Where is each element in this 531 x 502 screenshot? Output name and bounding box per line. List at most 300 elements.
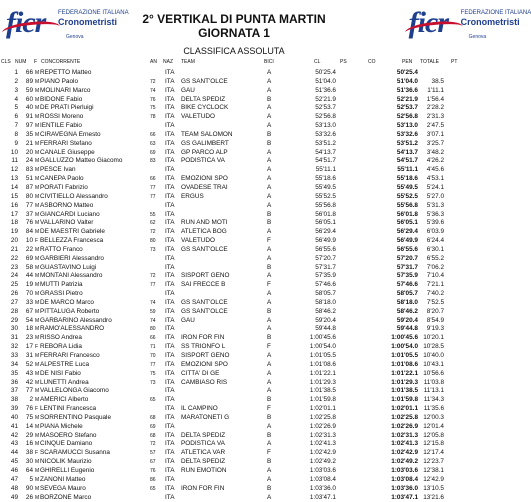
birth-year: 83 xyxy=(150,157,156,166)
final-time: 1:01'08.6 xyxy=(386,361,418,370)
results-table xyxy=(0,69,468,502)
sex: M xyxy=(35,96,39,105)
gap: 4'53.1 xyxy=(418,175,444,184)
time: 1:02'42.9 xyxy=(296,449,336,458)
sex: M xyxy=(35,299,39,308)
category: A xyxy=(267,113,271,122)
team-name: RUN EMOTION xyxy=(181,467,226,476)
rank: 39 xyxy=(6,405,18,414)
athlete-name: LENTINI Francesca xyxy=(40,405,96,414)
sex: M xyxy=(35,184,39,193)
table-row xyxy=(0,423,468,432)
time: 1:00'54.0 xyxy=(296,343,336,352)
final-time: 1:02'42.9 xyxy=(386,449,418,458)
rank: 5 xyxy=(6,104,18,113)
bib-number: 10 xyxy=(19,237,33,246)
team-name: BIKE CYCLOCK xyxy=(181,104,228,113)
sex: M xyxy=(35,352,39,361)
rank: 45 xyxy=(6,458,18,467)
gap: 7'10.4 xyxy=(418,272,444,281)
table-row xyxy=(0,405,468,414)
gap: 7'06.2 xyxy=(418,264,444,273)
time: 55'11.1 xyxy=(296,166,336,175)
gap: 11'35.6 xyxy=(418,405,444,414)
category: A xyxy=(267,202,271,211)
nation: ITA xyxy=(165,87,174,96)
team-name: CITTA' DI GE xyxy=(181,370,219,379)
table-row xyxy=(0,131,468,140)
time: 56'55.6 xyxy=(296,246,336,255)
athlete-name: BELLEZZA Francesca xyxy=(40,237,103,246)
nation: ITA xyxy=(165,69,174,78)
athlete-name: MUTTI Patrizia xyxy=(40,281,83,290)
sex: M xyxy=(35,308,39,317)
birth-year: 73 xyxy=(150,246,156,255)
team-name: CAMBIASO RIS xyxy=(181,379,227,388)
category: A xyxy=(267,122,271,131)
rank: 17 xyxy=(6,211,18,220)
bib-number: 5 xyxy=(19,476,33,485)
category: A xyxy=(267,325,271,334)
category: A xyxy=(267,104,271,113)
athlete-name: DE PRATI Pierluigi xyxy=(40,104,94,113)
nation: ITA xyxy=(165,432,174,441)
bib-number: 22 xyxy=(19,246,33,255)
gap: 6'30.1 xyxy=(418,246,444,255)
final-time: 1:00'45.6 xyxy=(386,334,418,343)
table-row xyxy=(0,219,468,228)
birth-year: 74 xyxy=(150,87,156,96)
birth-year: 74 xyxy=(150,317,156,326)
category: B xyxy=(267,432,271,441)
category: A xyxy=(267,246,271,255)
sex: M xyxy=(35,122,39,131)
rank: 48 xyxy=(6,485,18,494)
birth-year: 70 xyxy=(150,352,156,361)
athlete-name: GARBARINO Alessandro xyxy=(40,317,112,326)
athlete-name: NICOLIK Maurizio xyxy=(40,458,92,467)
birth-year: 55 xyxy=(150,211,156,220)
category: A xyxy=(267,370,271,379)
time: 53'13.0 xyxy=(296,122,336,131)
gap: 5'39.6 xyxy=(418,219,444,228)
category: A xyxy=(267,69,271,78)
gap: 2'28.2 xyxy=(418,104,444,113)
nation: ITA xyxy=(165,370,174,379)
col-tot: TOTALE xyxy=(420,59,439,65)
nation: ITA xyxy=(165,175,174,184)
final-time: 55'49.5 xyxy=(386,184,418,193)
category: A xyxy=(267,494,271,502)
table-row xyxy=(0,317,468,326)
nation: ITA xyxy=(165,149,174,158)
category: A xyxy=(267,352,271,361)
rank: 28 xyxy=(6,308,18,317)
final-time: 58'46.2 xyxy=(386,308,418,317)
nation: ITA xyxy=(165,202,174,211)
bib-number: 76 xyxy=(19,219,33,228)
category: A xyxy=(267,440,271,449)
category: A xyxy=(267,87,271,96)
time: 51'36.6 xyxy=(296,87,336,96)
birth-year: 76 xyxy=(150,467,156,476)
bib-number: 42 xyxy=(19,379,33,388)
rank: 44 xyxy=(6,449,18,458)
birth-year: 77 xyxy=(150,184,156,193)
rank: 37 xyxy=(6,387,18,396)
team-name: PODISTICA VA xyxy=(181,440,225,449)
final-time: 58'18.0 xyxy=(386,299,418,308)
final-time: 1:01'59.8 xyxy=(386,396,418,405)
category: B xyxy=(267,485,271,494)
table-row xyxy=(0,361,468,370)
gap: 4'26.2 xyxy=(418,157,444,166)
nation: ITA xyxy=(165,299,174,308)
athlete-name: ASBORNO Matteo xyxy=(40,202,93,211)
category: F xyxy=(267,343,271,352)
athlete-name: MOLINARI Marco xyxy=(40,87,90,96)
category: B xyxy=(267,96,271,105)
gap: 5'31.3 xyxy=(418,202,444,211)
final-time: 57'46.6 xyxy=(386,281,418,290)
category: F xyxy=(267,281,271,290)
birth-year: 66 xyxy=(150,131,156,140)
bib-number: 75 xyxy=(19,414,33,423)
category: F xyxy=(267,237,271,246)
final-time: 51'04.0 xyxy=(386,78,418,87)
birth-year: 77 xyxy=(150,361,156,370)
athlete-name: AMERICI Alberto xyxy=(40,396,88,405)
time: 1:03'08.4 xyxy=(296,476,336,485)
rank: 24 xyxy=(6,272,18,281)
nation: ITA xyxy=(165,211,174,220)
birth-year: 69 xyxy=(150,423,156,432)
nation: ITA xyxy=(165,352,174,361)
nation: ITA xyxy=(165,237,174,246)
col-num: NUM xyxy=(15,59,26,65)
athlete-name: GRASSI Pietro xyxy=(40,290,83,299)
final-time: 1:03'36.0 xyxy=(386,485,418,494)
rank: 15 xyxy=(6,193,18,202)
time: 54'51.7 xyxy=(296,157,336,166)
table-row xyxy=(0,485,468,494)
athlete-name: CANEPA Paolo xyxy=(40,175,84,184)
classification-title: CLASSIFICA ASSOLUTA xyxy=(0,46,468,56)
gap: 13'10.5 xyxy=(418,485,444,494)
sex: M xyxy=(35,272,39,281)
table-row xyxy=(0,476,468,485)
final-time: 1:02'49.2 xyxy=(386,458,418,467)
table-row xyxy=(0,184,468,193)
nation: ITA xyxy=(165,166,174,175)
rank: 10 xyxy=(6,149,18,158)
athlete-name: IENTILE Fabio xyxy=(40,122,82,131)
nation: ITA xyxy=(165,122,174,131)
gap: 5'24.1 xyxy=(418,184,444,193)
bib-number: 33 xyxy=(19,299,33,308)
gap: 10'40.0 xyxy=(418,352,444,361)
sex: M xyxy=(35,370,39,379)
bib-number: 19 xyxy=(19,281,33,290)
logo-city: Genova xyxy=(66,34,84,40)
sex: M xyxy=(35,387,39,396)
time: 1:02'41.3 xyxy=(296,440,336,449)
logo-federation: FEDERAZIONE ITALIANA xyxy=(58,10,129,16)
athlete-name: SEVEGA Mauro xyxy=(40,485,86,494)
time: 57'31.7 xyxy=(296,264,336,273)
team-name: SISPORT GENO xyxy=(181,352,229,361)
nation: ITA xyxy=(165,494,174,502)
final-time: 53'13.0 xyxy=(386,122,418,131)
gap: 5'27.0 xyxy=(418,193,444,202)
athlete-name: CIRAVEGNA Ernesto xyxy=(40,131,101,140)
team-name: GS SANT'OLCE xyxy=(181,246,228,255)
team-name: GAU xyxy=(181,317,195,326)
bib-number: 90 xyxy=(19,485,33,494)
sex: F xyxy=(35,237,38,246)
table-row xyxy=(0,202,468,211)
bib-number: 26 xyxy=(19,494,33,502)
category: A xyxy=(267,255,271,264)
table-row xyxy=(0,325,468,334)
final-time: 57'35.9 xyxy=(386,272,418,281)
table-row xyxy=(0,175,468,184)
team-name: SISPORT GENO xyxy=(181,272,229,281)
sex: M xyxy=(35,104,39,113)
sex: M xyxy=(35,175,39,184)
final-time: 54'13.7 xyxy=(386,149,418,158)
final-time: 55'56.8 xyxy=(386,202,418,211)
athlete-name: ROSSI Moreno xyxy=(40,113,83,122)
sex: M xyxy=(35,290,39,299)
nation: ITA xyxy=(165,219,174,228)
gap: 7'40.2 xyxy=(418,290,444,299)
nation: ITA xyxy=(165,131,174,140)
category: A xyxy=(267,149,271,158)
table-row xyxy=(0,122,468,131)
time: 58'46.2 xyxy=(296,308,336,317)
logo-city: Genova xyxy=(469,34,487,40)
category: B xyxy=(267,219,271,228)
athlete-name: SCARAMUCCI Susanna xyxy=(40,449,110,458)
gap: 12'15.8 xyxy=(418,440,444,449)
bib-number: 44 xyxy=(19,272,33,281)
table-row xyxy=(0,396,468,405)
gap: 12'01.4 xyxy=(418,423,444,432)
team-name: GS SANT'OLCE xyxy=(181,308,228,317)
final-time: 52'56.8 xyxy=(386,113,418,122)
bib-number: 38 xyxy=(19,449,33,458)
team-name: GS SANT'OLCE xyxy=(181,299,228,308)
birth-year: 65 xyxy=(150,396,156,405)
nation: ITA xyxy=(165,387,174,396)
birth-year: 77 xyxy=(150,193,156,202)
gap: 9'19.3 xyxy=(418,325,444,334)
nation: ITA xyxy=(165,281,174,290)
gap: 8'54.9 xyxy=(418,317,444,326)
category: A xyxy=(267,193,271,202)
rank: 41 xyxy=(6,423,18,432)
team-name: MARATONETI G xyxy=(181,414,229,423)
table-row xyxy=(0,69,468,78)
nation: ITA xyxy=(165,361,174,370)
category: B xyxy=(267,414,271,423)
team-name: DELTA SPEDIZ xyxy=(181,432,225,441)
category: A xyxy=(267,166,271,175)
sex: M xyxy=(35,87,39,96)
category: F xyxy=(267,449,271,458)
rank: 3 xyxy=(6,87,18,96)
bib-number: 18 xyxy=(19,325,33,334)
final-time: 52'53.7 xyxy=(386,104,418,113)
rank: 22 xyxy=(6,255,18,264)
category: A xyxy=(267,361,271,370)
bib-number: 67 xyxy=(19,308,33,317)
final-time: 52'21.9 xyxy=(386,96,418,105)
athlete-name: VALLELONGA Giacomo xyxy=(40,387,109,396)
team-name: SS TRIONFO L xyxy=(181,343,225,352)
gap: 10'43.1 xyxy=(418,361,444,370)
category: A xyxy=(267,317,271,326)
final-time: 59'44.8 xyxy=(386,325,418,334)
nation: ITA xyxy=(165,325,174,334)
bib-number: 66 xyxy=(19,69,33,78)
col-cl: CL xyxy=(314,59,320,65)
nation: ITA xyxy=(165,140,174,149)
time: 1:03'47.1 xyxy=(296,494,336,502)
table-row xyxy=(0,387,468,396)
gap: 1'11.1 xyxy=(418,87,444,96)
rank: 11 xyxy=(6,157,18,166)
rank: 18 xyxy=(6,219,18,228)
gap: 11'03.8 xyxy=(418,379,444,388)
category: B xyxy=(267,458,271,467)
time: 57'35.9 xyxy=(296,272,336,281)
sex: M xyxy=(35,494,39,502)
final-time: 51'36.6 xyxy=(386,87,418,96)
team-name: PODISTICA VA xyxy=(181,157,225,166)
time: 53'51.2 xyxy=(296,140,336,149)
final-time: 1:02'31.3 xyxy=(386,432,418,441)
sex: M xyxy=(35,334,39,343)
gap: 4'45.6 xyxy=(418,166,444,175)
final-time: 1:02'01.1 xyxy=(386,405,418,414)
table-row xyxy=(0,96,468,105)
nation: ITA xyxy=(165,78,174,87)
nation: ITA xyxy=(165,308,174,317)
sex: M xyxy=(35,69,39,78)
bib-number: 2 xyxy=(19,396,33,405)
category: A xyxy=(267,228,271,237)
team-name: RUN AND MOTI xyxy=(181,219,228,228)
col-co: CO xyxy=(368,59,376,65)
rank: 40 xyxy=(6,414,18,423)
time: 56'49.9 xyxy=(296,237,336,246)
col-bici: BICI xyxy=(264,59,274,65)
final-time: 55'11.1 xyxy=(386,166,418,175)
category: B xyxy=(267,308,271,317)
team-name: DELTA SPEDIZ xyxy=(181,96,225,105)
time: 59'44.8 xyxy=(296,325,336,334)
birth-year: 72 xyxy=(150,78,156,87)
gap: 3'48.2 xyxy=(418,149,444,158)
sex: M xyxy=(35,140,39,149)
table-row xyxy=(0,246,468,255)
team-name: DELTA SPEDIZ xyxy=(181,458,225,467)
rank: 43 xyxy=(6,440,18,449)
table-row xyxy=(0,352,468,361)
final-time: 57'20.7 xyxy=(386,255,418,264)
bib-number: 80 xyxy=(19,193,33,202)
final-time: 57'31.7 xyxy=(386,264,418,273)
bib-number: 76 xyxy=(19,405,33,414)
table-row xyxy=(0,379,468,388)
nation: ITA xyxy=(165,449,174,458)
col-pt: PT xyxy=(451,59,457,65)
category: A xyxy=(267,157,271,166)
bib-number: 17 xyxy=(19,343,33,352)
athlete-name: FERRARI Francesco xyxy=(40,352,100,361)
rank: 6 xyxy=(6,113,18,122)
table-row xyxy=(0,308,468,317)
category: A xyxy=(267,78,271,87)
rank: 46 xyxy=(6,467,18,476)
rank: 14 xyxy=(6,184,18,193)
time: 56'05.1 xyxy=(296,219,336,228)
rank: 35 xyxy=(6,370,18,379)
team-name: ERGUS xyxy=(181,193,204,202)
birth-year: 65 xyxy=(150,485,156,494)
gap: 7'21.1 xyxy=(418,281,444,290)
birth-year: 72 xyxy=(150,272,156,281)
athlete-name: PORATI Fabrizio xyxy=(40,184,88,193)
gap: 10'20.1 xyxy=(418,334,444,343)
rank: 16 xyxy=(6,202,18,211)
category: A xyxy=(267,379,271,388)
time: 1:02'01.1 xyxy=(296,405,336,414)
category: A xyxy=(267,423,271,432)
sex: M xyxy=(35,379,39,388)
nation: ITA xyxy=(165,414,174,423)
bib-number: 24 xyxy=(19,157,33,166)
table-header xyxy=(0,59,468,68)
gap: 12'23.7 xyxy=(418,458,444,467)
team-name: TEAM SALOMON xyxy=(181,131,233,140)
sex: M xyxy=(35,440,39,449)
col-ps: PS xyxy=(340,59,347,65)
table-row xyxy=(0,272,468,281)
gap: 12'42.9 xyxy=(418,476,444,485)
sex: F xyxy=(35,405,38,414)
logo-federation: FEDERAZIONE ITALIANA xyxy=(461,10,531,16)
time: 1:01'59.8 xyxy=(296,396,336,405)
table-row xyxy=(0,166,468,175)
bib-number: 20 xyxy=(19,149,33,158)
bib-number: 14 xyxy=(19,423,33,432)
athlete-name: MASOERO Stefano xyxy=(40,432,96,441)
nation: ITA xyxy=(165,334,174,343)
rank: 34 xyxy=(6,361,18,370)
sex: M xyxy=(35,131,39,140)
event-subtitle: GIORNATA 1 xyxy=(0,26,468,40)
time: 58'05.7 xyxy=(296,290,336,299)
col-sex: F xyxy=(34,59,37,65)
final-time: 1:02'26.9 xyxy=(386,423,418,432)
logo-name: Cronometristi xyxy=(58,17,117,27)
sex: M xyxy=(35,281,39,290)
birth-year: 73 xyxy=(150,379,156,388)
rank: 8 xyxy=(6,131,18,140)
